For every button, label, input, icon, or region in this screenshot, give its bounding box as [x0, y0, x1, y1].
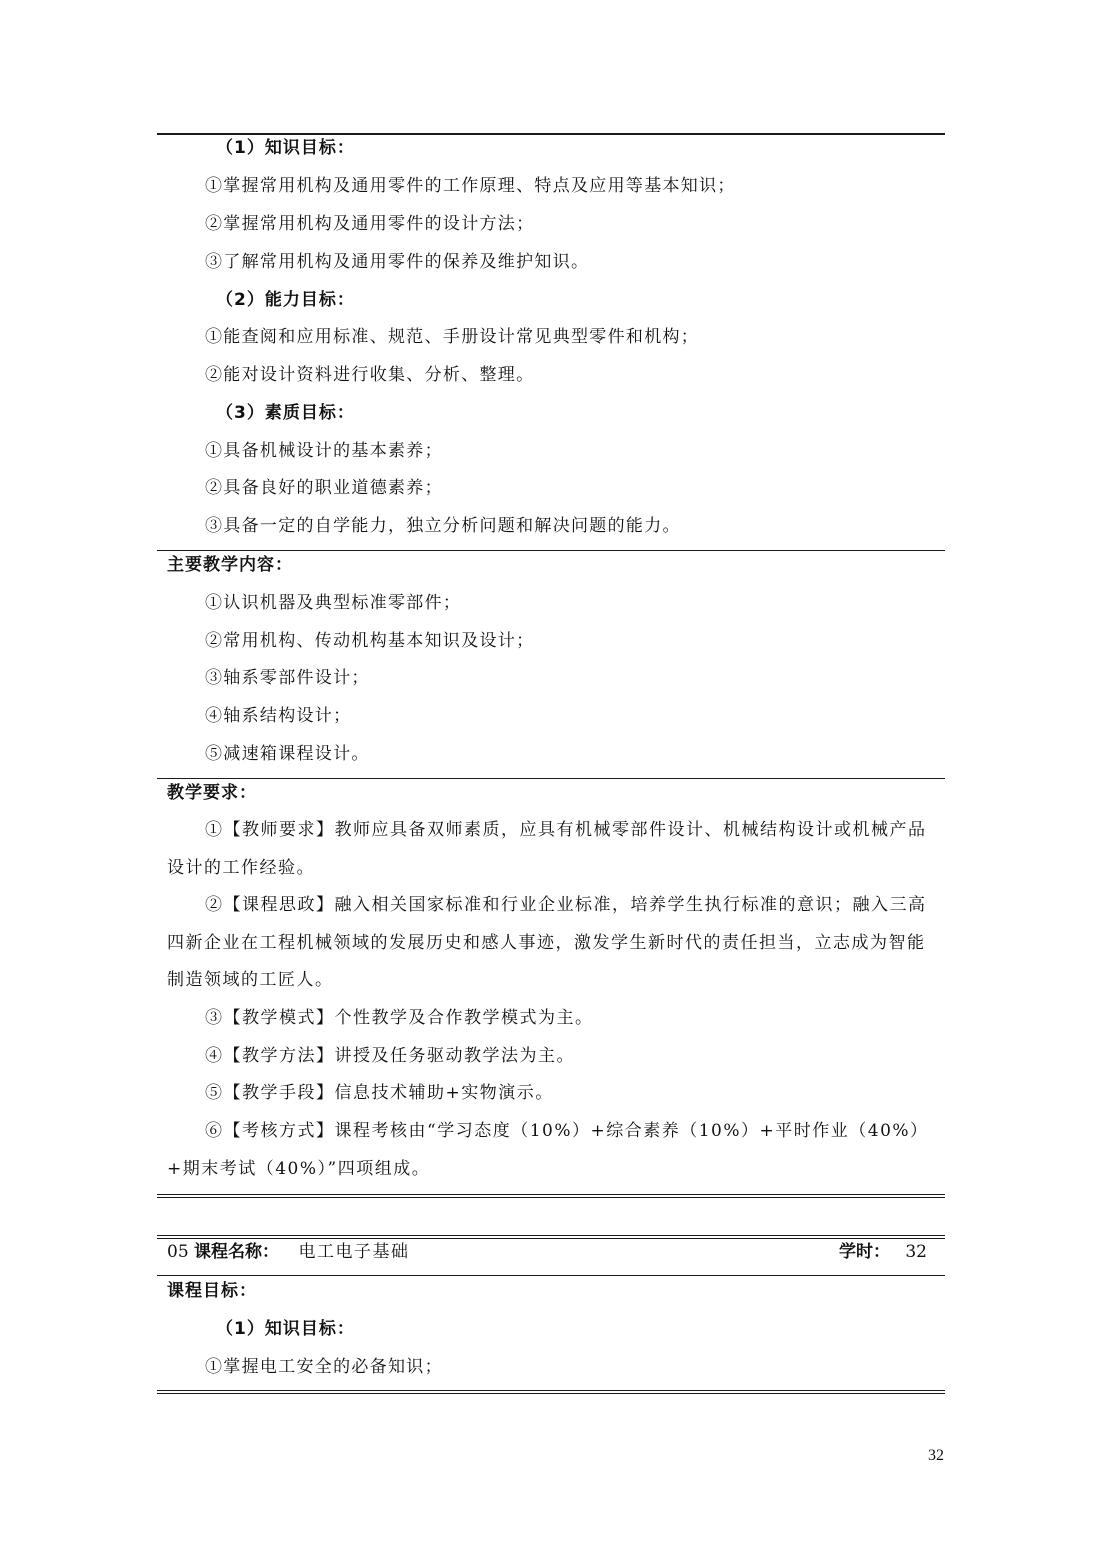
knowledge-item: ②掌握常用机构及通用零件的设计方法；: [205, 214, 535, 234]
requirement-assessment: ⑥【考核方式】课程考核由“学习态度（10%）+综合素养（10%）+平时作业（40%）+期末考试（40%）”四项组成。: [167, 1121, 929, 1179]
course-hours-label: 学时：: [838, 1242, 890, 1262]
section-divider: [157, 1275, 945, 1276]
course-number: 05: [167, 1242, 189, 1262]
table-top-border: [157, 133, 945, 135]
knowledge-objective-title: （1）知识目标：: [216, 1319, 355, 1339]
quality-item: ①具备机械设计的基本素养；: [205, 441, 443, 461]
main-content-title: 主要教学内容：: [167, 555, 293, 575]
quality-item: ②具备良好的职业道德素养；: [205, 478, 443, 498]
knowledge-item: ①掌握常用机构及通用零件的工作原理、特点及应用等基本知识；: [205, 176, 736, 196]
course-header-row: [167, 1240, 927, 1264]
ability-item: ②能对设计资料进行收集、分析、整理。: [205, 365, 535, 385]
table-top-border: [157, 1238, 945, 1239]
knowledge-item: ①掌握电工安全的必备知识；: [205, 1357, 443, 1377]
course-hours-value: 32: [905, 1242, 927, 1262]
knowledge-item: ③了解常用机构及通用零件的保养及维护知识。: [205, 252, 590, 272]
content-item: ④轴系结构设计；: [205, 706, 352, 726]
requirement-method: ④【教学方法】讲授及任务驱动教学法为主。: [205, 1046, 575, 1066]
quality-objective-title: （3）素质目标：: [216, 403, 355, 423]
course-name: 电工电子基础: [298, 1242, 410, 1262]
table-bottom-border: [157, 1393, 945, 1394]
content-item: ⑤减速箱课程设计。: [205, 744, 370, 764]
ability-objective-title: （2）能力目标：: [216, 290, 355, 310]
section-divider: [157, 778, 945, 779]
content-item: ①认识机器及典型标准零部件；: [205, 593, 462, 613]
requirement-means: ⑤【教学手段】信息技术辅助+实物演示。: [205, 1083, 554, 1103]
ability-item: ①能查阅和应用标准、规范、手册设计常见典型零件和机构；: [205, 327, 700, 347]
section-divider: [157, 550, 945, 551]
course-name-label: 课程名称：: [194, 1242, 280, 1262]
requirement-mode: ③【教学模式】个性教学及合作教学模式为主。: [205, 1008, 594, 1028]
knowledge-objective-title: （1）知识目标：: [216, 138, 355, 158]
table-bottom-border: [157, 1194, 945, 1195]
quality-item: ③具备一定的自学能力，独立分析问题和解决问题的能力。: [205, 516, 681, 536]
requirement-ideology: ②【课程思政】融入相关国家标准和行业企业标准，培养学生执行标准的意识；融入三高四新企业在工程机械领域的发展历史和感人事迹，激发学生新时代的责任担当，立志成为智能制造领域的工匠人。: [167, 895, 927, 990]
teaching-requirements-title: 教学要求：: [167, 783, 257, 803]
page-number: 32: [928, 1447, 944, 1464]
table-bottom-border: [157, 1390, 945, 1391]
table-bottom-border: [157, 1197, 945, 1198]
requirement-teacher: ①【教师要求】教师应具备双师素质，应具有机械零部件设计、机械结构设计或机械产品设计的工作经验。: [167, 820, 927, 878]
course-hours: [839, 1240, 927, 1264]
table-top-border: [157, 1235, 945, 1236]
course-objectives-title: 课程目标：: [167, 1281, 257, 1301]
content-item: ②常用机构、传动机构基本知识及设计；: [205, 631, 535, 651]
content-item: ③轴系零部件设计；: [205, 668, 370, 688]
